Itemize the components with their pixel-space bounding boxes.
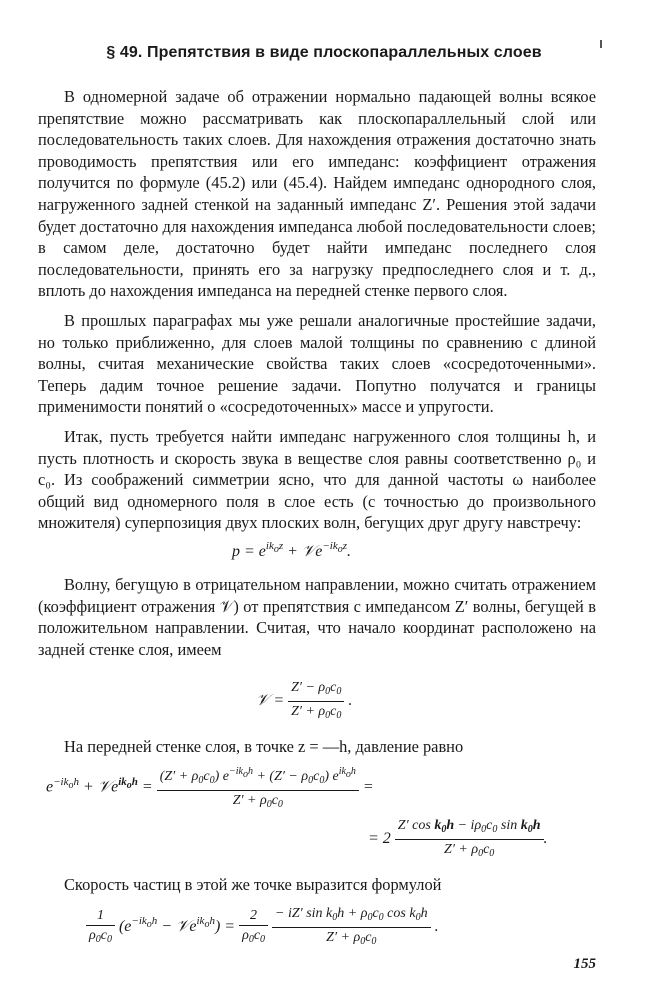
paragraph-3: Итак, пусть требуется найти импеданс нагруженного слоя толщины h, и пусть плотность и скорость звука в веществе слоя равны соответственно ρ₀ и c₀. Из соображений симметрии ясно, что для данной частоты ω наиболее общий вид одномерного поля в слое есть (с точностью до произвольного множителя) суперпозиция двух плоских волн, бегущих друг другу навстречу: [38, 427, 596, 533]
page-number: 155 [573, 956, 596, 972]
formula-reflection-coefficient: 𝒱 = $\frac{Z' - \rho_0c_0}{Z' + \rho_0c_0}$ . [256, 680, 353, 721]
paragraph-4: Волну, бегущую в отрицательном направлении, можно считать отражением (коэффициент отражения 𝒱) от препятствия с импедансом Z′ волны, бегущей в положительном направлении. Считая, что начало координат расположено на задней стенке слоя, имеем [38, 575, 596, 659]
formula-particle-velocity: $\frac{1}{\rho_0c_0}$ ($e^{-ikoh}$ − 𝒱e$^{ikoh}$) = $\frac{2}{\rho_0c_0}$ $\frac{- iZ' \sin k_0h + \rho_0c_0 \cos k_0h}{Z' + \rho_0c_0}$ . [86, 904, 439, 951]
section-title: § 49. Препятствия в виде плоскопараллельных слоев [106, 44, 542, 61]
paragraph-2: В прошлых параграфах мы уже решали аналогичные простейшие задачи, но только приближенно, для слоев малой толщины по сравнению с длиной волны, считая механические свойства таких слоев «сосредоточенными». Теперь дадим точное решение задачи. Попутно получатся и границы применимости понятий о «сосредоточенных» массе и упругости. [38, 311, 596, 417]
formula-wave-superposition: $p = e^{ikoz}$ + 𝒱e$^{-ikoz}$. [232, 540, 352, 560]
paragraph-5: На передней стенке слоя, в точке z = —h, давление равно [64, 737, 464, 756]
formula-pressure-line-1: $e^{-ikoh}$ + 𝒱e$^{ikoh}$ = $\frac{(Z' + \rho_0c_0) e^{-ikoh} + (Z' - \rho_0c_0) e^{ikoh}}{Z' + \rho_0c_0}$ = [46, 762, 374, 814]
paragraph-1: В одномерной задаче об отражении нормально падающей волны всякое препятствие можно рассматривать как плоскопараллельный слой или последовательность таких слоев. Для нахождения отражения достаточно знать проводимость препятствия или его импеданс: коэффициент отражения получится по формуле (45.2) или (45.4). Найдем импеданс однородного слоя, нагруженного задней стенкой на заданный импеданс Z′. Решения этой задачи будет достаточно для нахождения импеданса любой последовательности слоев; в самом деле, достаточно будет найти импеданс последнего слоя последовательности, принять его за нагрузку предпоследнего слоя и т. д., вплоть до нахождения импеданса на передней стенке первого слоя. [38, 87, 596, 301]
formula-pressure-line-2: = 2 $\frac{Z' \cos k_0h - i\rho_0c_0 \sin k_0h}{Z' + \rho_0c_0}$ . [368, 818, 548, 859]
paragraph-6: Скорость частиц в этой же точке выразится формулой [64, 875, 442, 894]
